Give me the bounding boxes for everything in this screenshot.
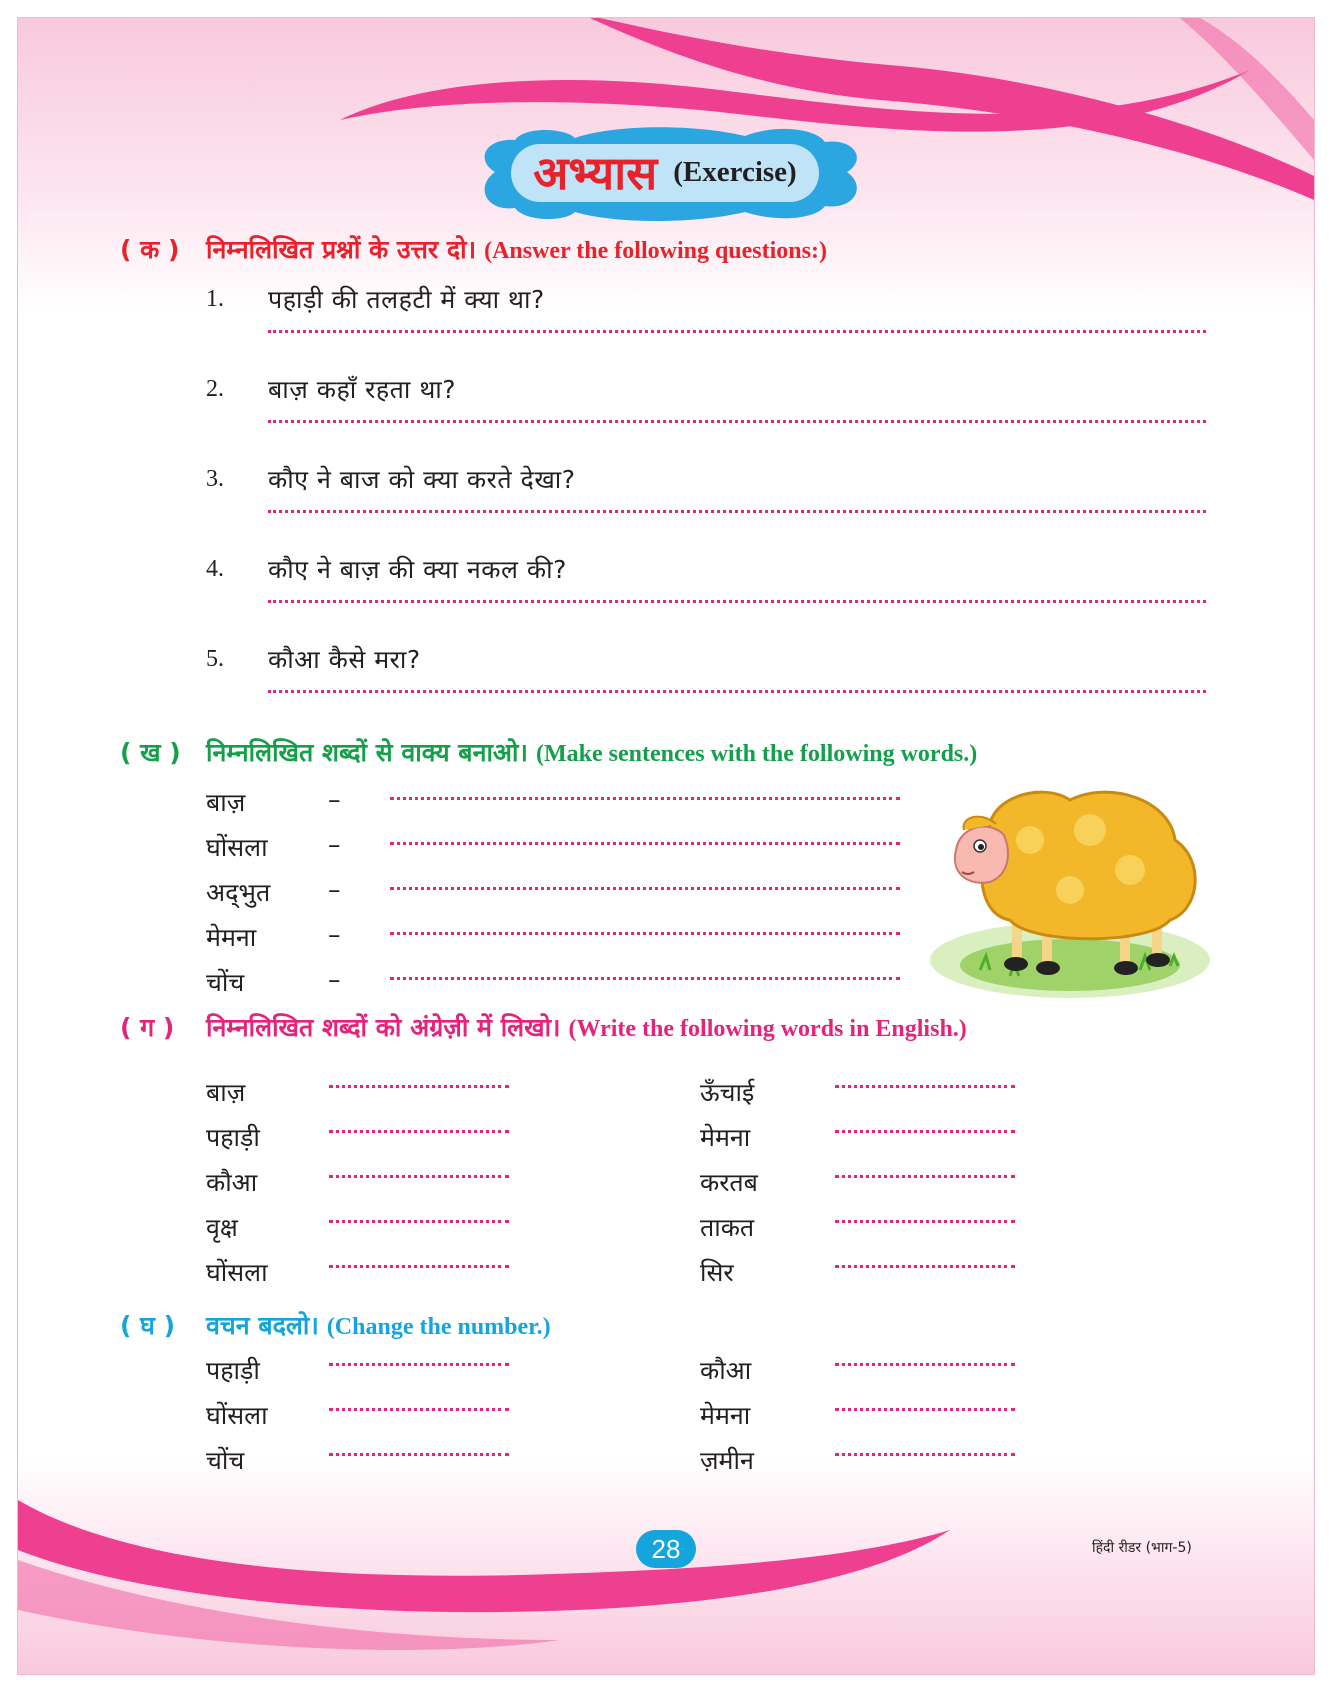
answer-line[interactable]: [390, 887, 900, 890]
number-item: [206, 1443, 526, 1483]
translate-word: ऊँचाई: [700, 1078, 755, 1107]
answer-line[interactable]: [329, 1085, 509, 1088]
answer-line[interactable]: [390, 977, 900, 980]
book-name: हिंदी रीडर (भाग-5): [1092, 1540, 1192, 1556]
answer-line[interactable]: [329, 1175, 509, 1178]
dash: –: [328, 920, 341, 949]
question-text: पहाड़ी की तलहटी में क्या था?: [268, 285, 545, 314]
dash: –: [328, 785, 341, 814]
section-b-heading-hindi: निम्नलिखित शब्दों से वाक्य बनाओ।: [206, 738, 528, 767]
section-b-heading: [120, 735, 977, 769]
sentence-row: [206, 875, 906, 915]
question-number: 3.: [206, 466, 224, 492]
question-number: 5.: [206, 646, 224, 672]
answer-line[interactable]: [268, 600, 1206, 603]
answer-line[interactable]: [268, 330, 1206, 333]
sentence-row: [206, 965, 906, 1005]
question-row: [206, 282, 1206, 342]
title-hindi: अभ्यास: [533, 146, 658, 200]
title-badge: [455, 120, 875, 225]
question-number: 4.: [206, 556, 224, 582]
translate-word: ताकत: [700, 1213, 755, 1242]
section-b-heading-english: (Make sentences with the following words.): [535, 741, 978, 767]
answer-line[interactable]: [329, 1408, 509, 1411]
bottom-swoosh: [18, 1500, 950, 1612]
sentence-word: बाज़: [206, 788, 246, 817]
translate-word: घोंसला: [206, 1258, 268, 1287]
sentence-word: चोंच: [206, 968, 245, 997]
translate-word: वृक्ष: [206, 1213, 238, 1242]
answer-line[interactable]: [329, 1453, 509, 1456]
answer-line[interactable]: [390, 932, 900, 935]
section-c-heading-hindi: निम्नलिखित शब्दों को अंग्रेज़ी में लिखो।: [206, 1013, 561, 1042]
translate-item: [206, 1075, 526, 1115]
title-english: (Exercise): [673, 155, 797, 188]
translate-item: [206, 1255, 526, 1295]
section-a-heading-english: (Answer the following questions:): [484, 238, 827, 264]
number-word: घोंसला: [206, 1401, 268, 1430]
section-d-letter: ( घ ): [120, 1311, 176, 1340]
translate-item: [206, 1120, 526, 1160]
sentence-word: घोंसला: [206, 833, 268, 862]
answer-line[interactable]: [835, 1265, 1015, 1268]
section-d-heading: [120, 1308, 551, 1342]
section-c-letter: ( ग ): [120, 1013, 175, 1042]
number-item: [700, 1443, 1020, 1483]
question-text: कौए ने बाज़ की क्या नकल की?: [268, 555, 567, 584]
number-item: [700, 1398, 1020, 1438]
question-text: कौआ कैसे मरा?: [268, 645, 421, 674]
translate-item: [700, 1120, 1020, 1160]
answer-line[interactable]: [268, 510, 1206, 513]
translate-item: [206, 1165, 526, 1205]
translate-item: [700, 1075, 1020, 1115]
answer-line[interactable]: [329, 1220, 509, 1223]
section-d-heading-hindi: वचन बदलो।: [206, 1311, 319, 1340]
number-word: ज़मीन: [700, 1446, 754, 1475]
section-a-letter: ( क ): [120, 235, 180, 264]
translate-word: सिर: [700, 1258, 734, 1287]
answer-line[interactable]: [835, 1130, 1015, 1133]
section-c-heading: [120, 1010, 967, 1044]
translate-word: मेमना: [700, 1123, 751, 1152]
number-item: [700, 1353, 1020, 1393]
number-item: [206, 1398, 526, 1438]
answer-line[interactable]: [835, 1220, 1015, 1223]
sentence-row: [206, 830, 906, 870]
translate-word: बाज़: [206, 1078, 246, 1107]
translate-item: [700, 1165, 1020, 1205]
sentence-row: [206, 920, 906, 960]
answer-line[interactable]: [268, 690, 1206, 693]
page-number: 28: [636, 1530, 696, 1568]
translate-item: [700, 1255, 1020, 1295]
number-word: चोंच: [206, 1446, 245, 1475]
dash: –: [328, 875, 341, 904]
sentence-row: [206, 785, 906, 825]
translate-item: [206, 1210, 526, 1250]
question-row: [206, 552, 1206, 612]
section-c-heading-english: (Write the following words in English.): [568, 1016, 967, 1042]
answer-line[interactable]: [835, 1408, 1015, 1411]
answer-line[interactable]: [835, 1085, 1015, 1088]
translate-word: करतब: [700, 1168, 758, 1197]
answer-line[interactable]: [390, 842, 900, 845]
sentence-word: अद्‍भुत: [206, 878, 271, 907]
question-number: 1.: [206, 286, 224, 312]
question-text: बाज़ कहाँ रहता था?: [268, 375, 457, 404]
number-word: कौआ: [700, 1356, 752, 1385]
answer-line[interactable]: [835, 1175, 1015, 1178]
translate-word: कौआ: [206, 1168, 258, 1197]
answer-line[interactable]: [329, 1265, 509, 1268]
number-word: पहाड़ी: [206, 1356, 260, 1385]
sentence-word: मेमना: [206, 923, 257, 952]
dash: –: [328, 830, 341, 859]
number-item: [206, 1353, 526, 1393]
answer-line[interactable]: [390, 797, 900, 800]
question-number: 2.: [206, 376, 224, 402]
section-d-heading-english: (Change the number.): [326, 1314, 551, 1340]
translate-item: [700, 1210, 1020, 1250]
answer-line[interactable]: [268, 420, 1206, 423]
dash: –: [328, 965, 341, 994]
answer-line[interactable]: [329, 1130, 509, 1133]
section-a-heading: [120, 232, 827, 266]
sheep-illustration: [920, 780, 1210, 1000]
answer-line[interactable]: [329, 1363, 509, 1366]
answer-line[interactable]: [835, 1453, 1015, 1456]
question-row: [206, 372, 1206, 432]
number-word: मेमना: [700, 1401, 751, 1430]
translate-word: पहाड़ी: [206, 1123, 260, 1152]
answer-line[interactable]: [835, 1363, 1015, 1366]
question-row: [206, 462, 1206, 522]
question-row: [206, 642, 1206, 702]
section-a-heading-hindi: निम्नलिखित प्रश्नों के उत्तर दो।: [206, 235, 477, 264]
section-b-letter: ( ख ): [120, 738, 181, 767]
question-text: कौए ने बाज को क्या करते देखा?: [268, 465, 576, 494]
